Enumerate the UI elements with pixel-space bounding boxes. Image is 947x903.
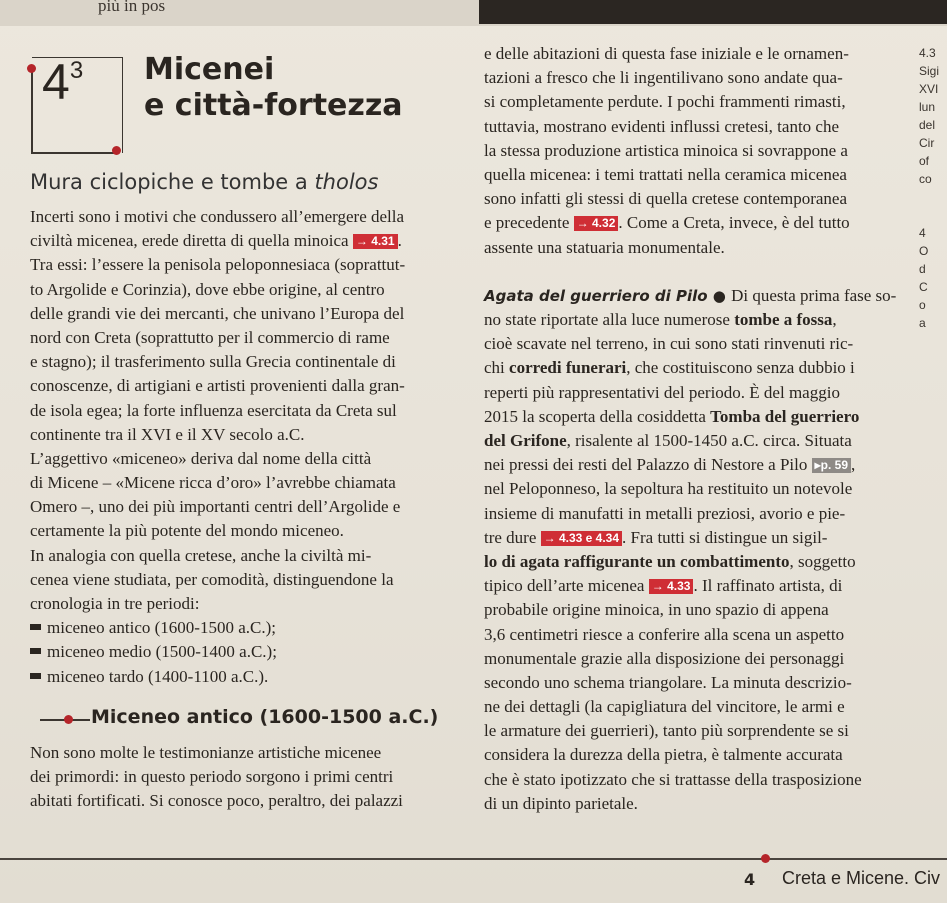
figure-reference[interactable]: → 4.33 <box>649 579 694 594</box>
text-span: assente una statuaria monumentale. <box>484 237 725 257</box>
red-dot-marker <box>27 64 36 73</box>
margin-note: XVI <box>919 82 939 96</box>
text-line <box>484 308 896 332</box>
text-line <box>484 332 896 356</box>
text-span: sono infatti gli stessi di quella cretese contemporanea <box>484 189 848 209</box>
text-line <box>484 66 896 90</box>
text-span: cioè scavate nel terreno, in cui sono stati rinvenuti ric- <box>484 334 854 354</box>
text-span: 3,6 centimetri riesce a conferire alla scena un aspetto <box>484 624 845 644</box>
text-line <box>30 229 405 253</box>
chapter-number: $4^3$ <box>42 54 84 110</box>
text-line <box>484 623 896 647</box>
text-span: ne dei dettagli (la capigliatura del vincitore, le armi e <box>484 697 845 717</box>
text-span: In analogia con quella cretese, anche la civiltà mi- <box>30 545 372 565</box>
dark-header-band <box>479 0 947 24</box>
text-line <box>484 211 896 235</box>
left-column-text-2 <box>30 741 403 814</box>
text-line <box>484 381 896 405</box>
bullet-square <box>30 673 41 679</box>
text-line <box>484 115 896 139</box>
text-line <box>484 477 896 501</box>
margin-note: C <box>919 280 928 294</box>
text-span: nord con Creta (soprattutto per il commercio di rame <box>30 327 390 347</box>
page-reference[interactable]: ▸p. 59 <box>812 458 851 473</box>
text-line <box>30 350 405 374</box>
text-line <box>30 544 405 568</box>
text-line <box>484 260 896 284</box>
footer-dot <box>761 854 770 863</box>
text-span: Omero –, uno dei più importanti centri dell’Argolide e <box>30 497 401 517</box>
section-title-line1: Micenei <box>144 52 275 87</box>
text-line <box>484 356 896 380</box>
text-line <box>484 598 896 622</box>
bold-text: tombe a fossa <box>734 310 833 330</box>
text-span: di un dipinto parietale. <box>484 793 638 813</box>
text-span: probabile origine minoica, in uno spazio di appena <box>484 600 829 620</box>
text-span: tuttavia, mostrano evidenti influssi cretesi, tanto che <box>484 116 840 136</box>
text-span: no state riportate alla luce numerose <box>484 310 735 330</box>
text-line <box>484 429 896 453</box>
subsection-heading: Mura ciclopiche e tombe a tholos <box>30 170 379 194</box>
text-line <box>484 671 896 695</box>
text-span: L’aggettivo «miceneo» deriva dal nome della città <box>30 448 372 468</box>
text-line <box>30 495 405 519</box>
text-span: e precedente <box>484 213 574 233</box>
text-line: abitati fortificati. Si conosce poco, peraltro, dei palazzi <box>30 791 403 811</box>
text-line <box>484 550 896 574</box>
text-line <box>484 526 896 550</box>
margin-note: lun <box>919 100 936 114</box>
margin-note <box>919 206 939 224</box>
text-line <box>30 471 405 495</box>
text-line <box>484 502 896 526</box>
text-span: Incerti sono i motivi che condussero all’emergere della <box>30 207 405 226</box>
text-span: e stagno); il trasferimento sulla Grecia continentale di <box>30 352 396 372</box>
text-span: considera la durezza della pietra, è talmente accurata <box>484 745 843 765</box>
text-line <box>484 139 896 163</box>
margin-note: of <box>919 154 930 168</box>
text-line <box>30 423 405 447</box>
margin-notes <box>919 44 939 332</box>
text-line <box>30 616 405 640</box>
margin-note: Cir <box>919 136 935 150</box>
bold-text: Tomba del guerriero <box>710 406 860 426</box>
text-span: delle grandi vie dei mercanti, che univano l’Europa del <box>30 303 405 323</box>
right-column-text <box>484 42 896 816</box>
text-line <box>30 447 405 471</box>
text-line: dei primordi: in questo periodo sorgono i primi centri <box>30 767 394 787</box>
text-line <box>484 405 896 429</box>
text-line <box>30 374 405 398</box>
margin-note: 4.3 <box>919 46 936 60</box>
text-line <box>484 163 896 187</box>
text-span: 2015 la scoperta della cosiddetta <box>484 406 711 426</box>
margin-note: 4 <box>919 226 926 240</box>
text-span: insieme di manufatti in metalli preziosi, avorio e pie- <box>484 503 846 523</box>
text-span: quella micenea: i temi trattati nella ceramica micenea <box>484 164 847 184</box>
text-span: tipico dell’arte micenea <box>484 576 649 596</box>
text-span: Di questa prima fase so- <box>731 285 897 305</box>
margin-note: O <box>919 244 929 258</box>
text-line: Non sono molte le testimonianze artistiche micenee <box>30 743 382 762</box>
text-span: . Come a Creta, invece, è del tutto <box>618 213 850 233</box>
text-span: chi <box>484 358 510 378</box>
text-line <box>30 519 405 543</box>
margin-note: o <box>919 298 926 312</box>
inline-heading: Agata del guerriero di Pilo ● <box>484 286 732 305</box>
text-span: conoscenze, di artigiani e artisti provenienti dalla gran- <box>30 376 405 396</box>
text-line <box>484 792 896 816</box>
text-span: tre dure <box>484 527 541 547</box>
text-span: to Argolide e Corinzia), dove ebbe origine, al centro <box>30 279 385 299</box>
footer-rule <box>0 858 947 860</box>
text-line <box>30 568 405 592</box>
text-span: miceneo antico (1600-1500 a.C.); <box>47 618 276 638</box>
text-line <box>484 284 896 308</box>
text-span: de isola egea; la forte influenza esercitata da Creta sul <box>30 400 397 420</box>
text-span: civiltà micenea, erede diretta di quella minoica <box>30 231 353 251</box>
text-span: Tra essi: l’essere la penisola peloponnesiaca (soprattut- <box>30 255 406 275</box>
text-span: di Micene – «Micene ricca d’oro» l’avrebbe chiamata <box>30 473 396 493</box>
text-line <box>30 205 405 229</box>
text-span: reperti più rappresentativi del periodo. È del maggio <box>484 382 840 402</box>
section-title-line2: e città-fortezza <box>144 88 403 123</box>
margin-note <box>919 188 939 206</box>
text-line <box>484 574 896 598</box>
bullet-square <box>30 624 41 630</box>
text-line <box>30 399 405 423</box>
figure-reference[interactable]: → 4.31 <box>353 234 398 249</box>
bold-text: lo di agata raffigurante un combattimento <box>484 551 790 571</box>
text-span: tazioni a fresco che li ingentilivano sono andate qua- <box>484 68 843 88</box>
text-line <box>30 278 405 302</box>
margin-note: d <box>919 262 926 276</box>
text-line <box>484 719 896 743</box>
text-span: miceneo tardo (1400-1100 a.C.). <box>47 666 269 686</box>
top-fragment: più in pos <box>98 0 166 15</box>
text-span: secondo uno schema triangolare. La minuta descrizio- <box>484 672 852 692</box>
text-line <box>484 42 896 66</box>
footer-chapter-title: Creta e Micene. Civ <box>782 868 941 888</box>
margin-note: Sigi <box>919 64 940 78</box>
text-span: la stessa produzione artistica minoica si sovrappone a <box>484 140 848 160</box>
text-line <box>30 592 405 616</box>
text-line <box>30 640 405 664</box>
text-span: . Fra tutti si distingue un sigil- <box>622 527 828 547</box>
text-line <box>484 647 896 671</box>
text-span: . <box>397 231 402 251</box>
period-heading: Miceneo antico (1600-1500 a.C.) <box>42 706 438 728</box>
text-span: cronologia in tre periodi: <box>30 594 200 613</box>
red-dot-marker <box>112 146 121 155</box>
text-line <box>484 236 896 260</box>
text-span: nel Peloponneso, la sepoltura ha restituito un notevole <box>484 479 853 499</box>
text-span: nei pressi dei resti del Palazzo di Nestore a Pilo <box>484 455 812 475</box>
bullet-square <box>30 648 41 654</box>
text-span: le armature dei guerrieri), tanto più sorprendente se si <box>484 721 849 741</box>
margin-note: a <box>919 316 926 330</box>
text-span: . Il raffinato artista, di <box>693 576 843 596</box>
bold-text: corredi funerari <box>509 358 627 378</box>
text-span: , soggetto <box>789 551 856 571</box>
figure-reference[interactable]: → 4.33 e 4.34 <box>541 531 622 546</box>
text-line <box>484 768 896 792</box>
text-line <box>484 453 896 477</box>
text-span: , risalente al 1500-1450 a.C. circa. Situata <box>566 431 852 450</box>
text-line <box>30 302 405 326</box>
text-span: si completamente perdute. I pochi frammenti rimasti, <box>484 92 846 112</box>
text-span: , <box>832 310 837 330</box>
text-span: miceneo medio (1500-1400 a.C.); <box>47 642 277 662</box>
text-line <box>30 665 405 689</box>
text-line <box>484 90 896 114</box>
figure-reference[interactable]: → 4.32 <box>574 216 619 231</box>
text-span: e delle abitazioni di questa fase iniziale e le ornamen- <box>484 44 849 63</box>
text-line <box>484 695 896 719</box>
margin-note: del <box>919 118 936 132</box>
bold-text: del Grifone <box>484 431 567 450</box>
text-span: continente tra il XVI e il XV secolo a.C. <box>30 424 305 444</box>
footer-chapter-number: 4 <box>744 870 756 889</box>
text-span: che è stato ipotizzato che si trattasse della trasposizione <box>484 769 862 789</box>
text-line <box>30 253 405 277</box>
text-span: monumentale grazie alla disposizione dei personaggi <box>484 648 845 668</box>
text-span: cenea viene studiata, per comodità, distinguendone la <box>30 569 394 589</box>
text-span: , <box>851 455 856 475</box>
text-span: , che costituiscono senza dubbio i <box>626 358 855 378</box>
text-line <box>30 326 405 350</box>
text-line <box>484 187 896 211</box>
margin-note: co <box>919 172 932 186</box>
text-span: certamente la più potente del mondo miceneo. <box>30 521 344 541</box>
left-column-text <box>30 205 405 689</box>
text-line <box>484 743 896 767</box>
